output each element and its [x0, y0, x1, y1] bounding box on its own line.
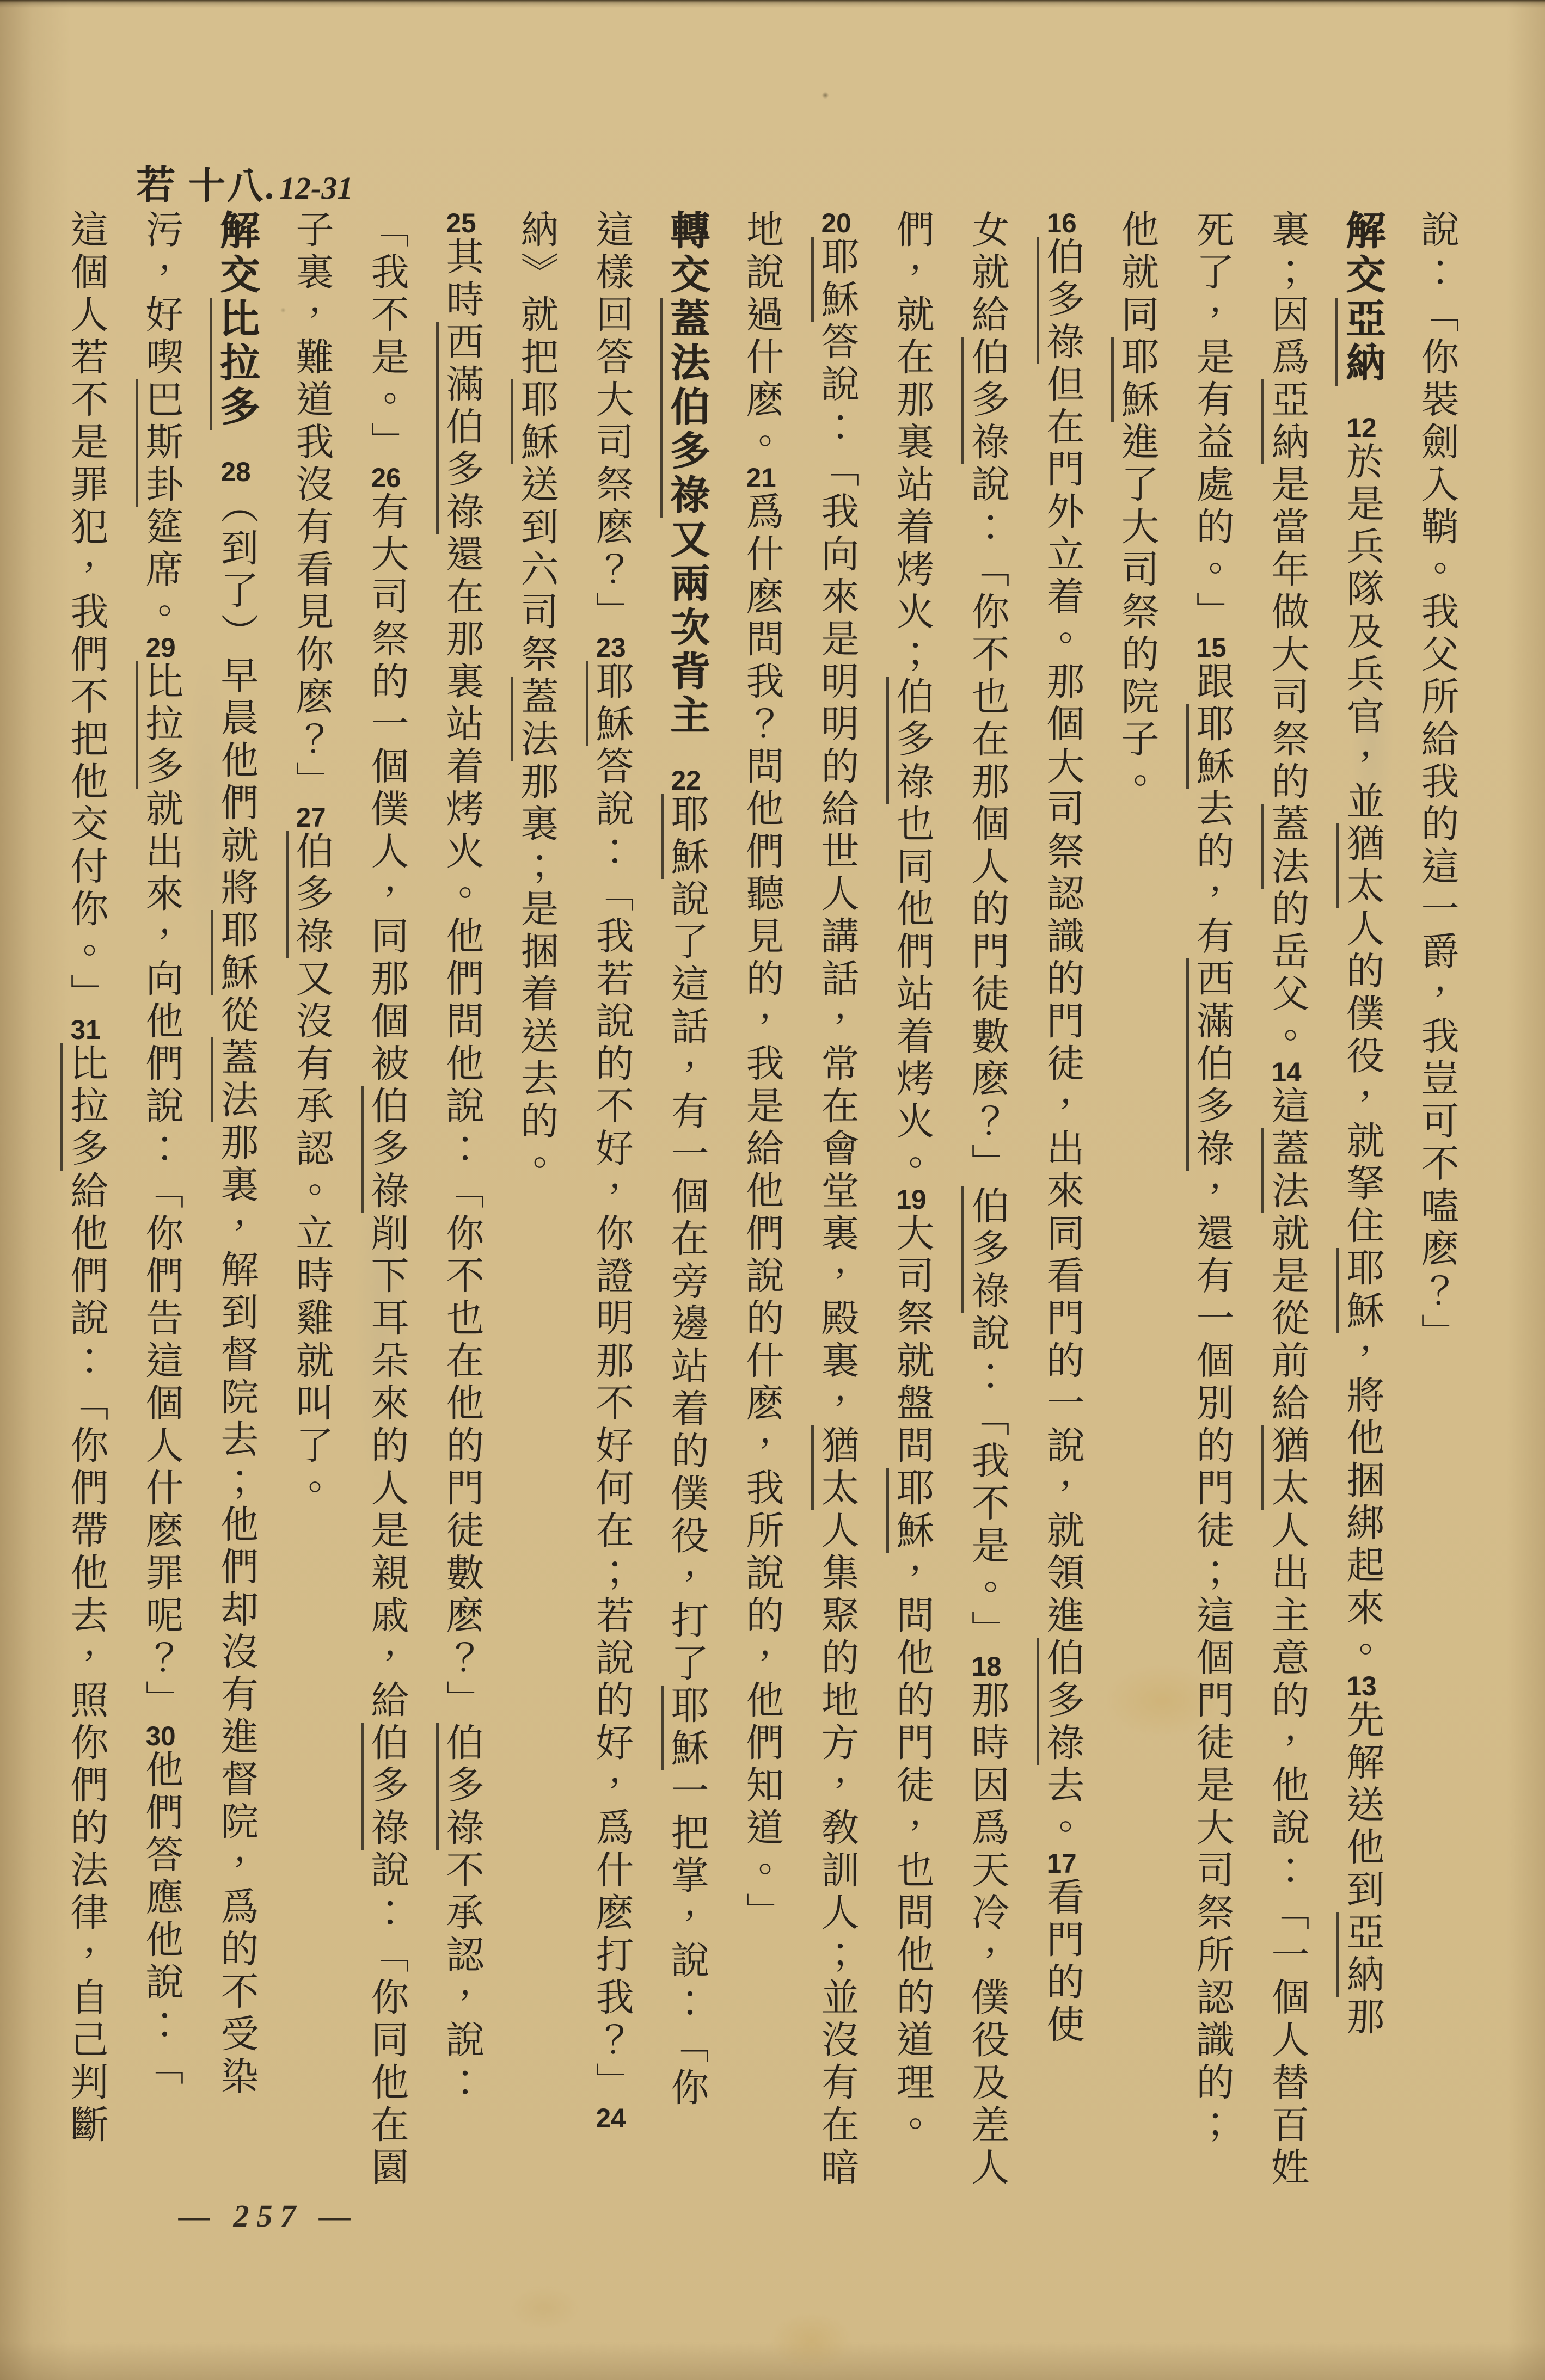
text-column-6: 16伯多祿但在門外立着。那個大司祭認識的門徒，出來同看門的一說，就領進伯多祿去。17看門的使	[1024, 210, 1099, 2245]
proper-noun-mark: 耶穌	[586, 661, 632, 746]
proper-noun-mark: 亞納	[1335, 298, 1384, 386]
verse-number: 20	[821, 210, 851, 237]
verse-number: 21	[746, 464, 776, 491]
verse-number: 27	[296, 804, 326, 831]
proper-noun-mark: 伯多祿	[286, 831, 332, 958]
proper-noun-mark: 耶穌	[661, 794, 707, 879]
proper-noun-mark: 伯多祿	[1037, 237, 1083, 364]
proper-noun-mark: 伯多祿	[886, 677, 933, 804]
verse-number: 24	[596, 2105, 626, 2132]
proper-noun-mark: 亞納	[1336, 1912, 1383, 1997]
proper-noun-mark: 蓋法	[1261, 1128, 1308, 1213]
proper-noun-mark: 猶太	[1261, 1425, 1308, 1510]
book-abbreviation: 若	[136, 164, 178, 207]
text-column-16: 子裏，難道我沒有看見你麽？」27伯多祿又沒有承認。立時雞就叫了。	[273, 210, 348, 2245]
text-column-13: 納》就把耶穌送到六司祭蓋法那裏；是捆着送去的。	[499, 210, 573, 2245]
proper-noun-mark: 亞納	[1261, 379, 1308, 464]
proper-noun-mark: 伯多祿	[961, 337, 1008, 464]
verse-number: 18	[971, 1653, 1002, 1680]
verse-number: 30	[145, 1723, 176, 1750]
verse-number: 25	[446, 210, 476, 237]
proper-noun-mark: 伯多祿	[660, 386, 708, 518]
proper-noun-mark: 耶穌	[1336, 1248, 1383, 1333]
proper-noun-mark: 比拉多	[136, 661, 182, 789]
proper-noun-mark: 蓋法	[211, 1037, 257, 1122]
text-column-17: 解交比拉多28（到了）早晨他們就將耶穌從蓋法那裏，解到督院去；他們却沒有進督院，爲的不受染	[198, 210, 273, 2245]
running-head	[136, 153, 353, 210]
text-column-5: 他就同耶穌進了大司祭的院子。	[1099, 210, 1174, 2245]
verse-number: 28	[220, 458, 251, 485]
text-column-7: 女就給伯多祿說：「你不也在那個人的門徒數麽？」伯多祿說：「我不是。」18那時因爲天冷，僕役及差人	[949, 210, 1024, 2245]
proper-noun-mark: 耶穌	[511, 379, 557, 464]
text-column-14: 25其時西滿伯多祿還在那裏站着烤火。他們問他說：「你不也在他的門徒數麽？」伯多祿不承認，說：	[424, 210, 499, 2245]
verse-range: 12-31	[279, 170, 353, 206]
proper-noun-mark: 猶太	[811, 1425, 857, 1510]
proper-noun-mark: 伯多祿	[1037, 1638, 1083, 1765]
proper-noun-mark: 耶穌	[1111, 337, 1157, 422]
proper-noun-mark: 伯多祿	[361, 1086, 407, 1213]
text-column-3: 裏；因爲亞納是當年做大司祭的蓋法的岳父。14這蓋法就是從前給猶太人出主意的，他說：「一個人替百姓	[1249, 210, 1324, 2245]
verse-number: 19	[896, 1186, 927, 1213]
proper-noun-mark: 耶穌	[811, 237, 857, 322]
verse-number: 31	[70, 1016, 101, 1043]
text-column-10: 地說過什麽。21爲什麽問我？問他們聽見的，我是給他們說的什麽，我所說的，他們知道。」	[740, 210, 782, 1935]
section-heading: 解交亞納	[1340, 210, 1384, 386]
proper-noun-mark: 西滿伯多祿	[1186, 958, 1233, 1171]
proper-noun-mark: 耶穌	[1186, 704, 1233, 789]
proper-noun-mark: 耶穌	[661, 1686, 707, 1770]
proper-noun-mark: 耶穌	[886, 1468, 933, 1553]
text-column-12: 這樣回答大司祭麽？」23耶穌答說：「我若說的不好，你證明那不好何在；若說的好，爲什麽打我？」24	[573, 210, 648, 2245]
text-column-8: 們，就在那裏站着烤火；伯多祿也同他們站着烤火。19大司祭就盤問耶穌，問他的門徒，也問他的道理。	[874, 210, 949, 2245]
text-column-11: 轉交蓋法伯多祿又兩次背主22耶穌說了這話，有一個在旁邊站着的僕役，打了耶穌一把掌，說：「你	[648, 210, 724, 2245]
proper-noun-mark: 蓋法	[511, 677, 557, 761]
proper-noun-mark: 伯多祿	[436, 1723, 482, 1850]
verse-number: 17	[1046, 1850, 1077, 1877]
proper-noun-mark: 伯多祿	[961, 1186, 1008, 1313]
text-column-15: 「我不是。」26有大司祭的一個僕人，同那個被伯多祿削下耳朵來的人是親戚，給伯多祿說：「你同他在園	[348, 210, 424, 2245]
section-heading: 解交比拉多	[214, 210, 258, 430]
chapter-number: 十八.	[188, 165, 275, 207]
scripture-text-block	[52, 210, 1474, 2245]
verse-number: 22	[671, 767, 701, 794]
proper-noun-mark: 伯多祿	[361, 1723, 407, 1850]
section-heading: 轉交蓋法伯多祿又兩次背主	[664, 210, 708, 739]
text-column-9: 20耶穌答說：「我向來是明明的給世人講話，常在會堂裏，殿裏，猶太人集聚的地方，敎訓人；並沒有在暗	[799, 210, 874, 2245]
text-column-1: 說：「你裝劍入鞘。我父所給我的這一爵，我豈可不嗑麽？」	[1415, 210, 1457, 1356]
verse-number: 12	[1346, 414, 1377, 441]
proper-noun-mark: 猶太	[1336, 823, 1383, 908]
proper-noun-mark: 巴斯卦	[136, 379, 182, 507]
verse-number: 13	[1346, 1672, 1377, 1700]
proper-noun-mark: 蓋法	[1261, 804, 1308, 889]
verse-number: 16	[1046, 210, 1077, 237]
verse-number: 23	[596, 634, 626, 661]
proper-noun-mark: 蓋法	[660, 298, 708, 386]
text-column-19: 這個人若不是罪犯，我們不把他交付你。」31比拉多給他們說：「你們帶他去，照你們的法律，自己判斷	[48, 210, 123, 2245]
proper-noun-mark: 西滿伯多祿	[436, 322, 482, 534]
verse-number: 26	[371, 464, 401, 491]
text-column-18: 污，好喫巴斯卦筵席。29比拉多就出來，向他們說：「你們告這個人什麽罪呢？」30他們答應他說：「	[123, 210, 198, 2245]
verse-number: 15	[1196, 634, 1227, 661]
verse-number: 29	[145, 634, 176, 661]
proper-noun-mark: 耶穌	[211, 910, 257, 995]
proper-noun-mark: 比拉多	[210, 298, 258, 430]
proper-noun-mark: 比拉多	[60, 1043, 107, 1171]
text-column-2: 解交亞納12於是兵隊及兵官，並猶太人的僕役，就拏住耶穌，將他捆綁起來。13先解送他到亞納那	[1324, 210, 1399, 2245]
text-column-4: 死了，是有益處的。」15跟耶穌去的，有西滿伯多祿，還有一個別的門徒；這個門徒是大司祭所認識的；	[1174, 210, 1249, 2245]
verse-number: 14	[1271, 1059, 1302, 1086]
page-number: — 257 —	[179, 2198, 358, 2234]
